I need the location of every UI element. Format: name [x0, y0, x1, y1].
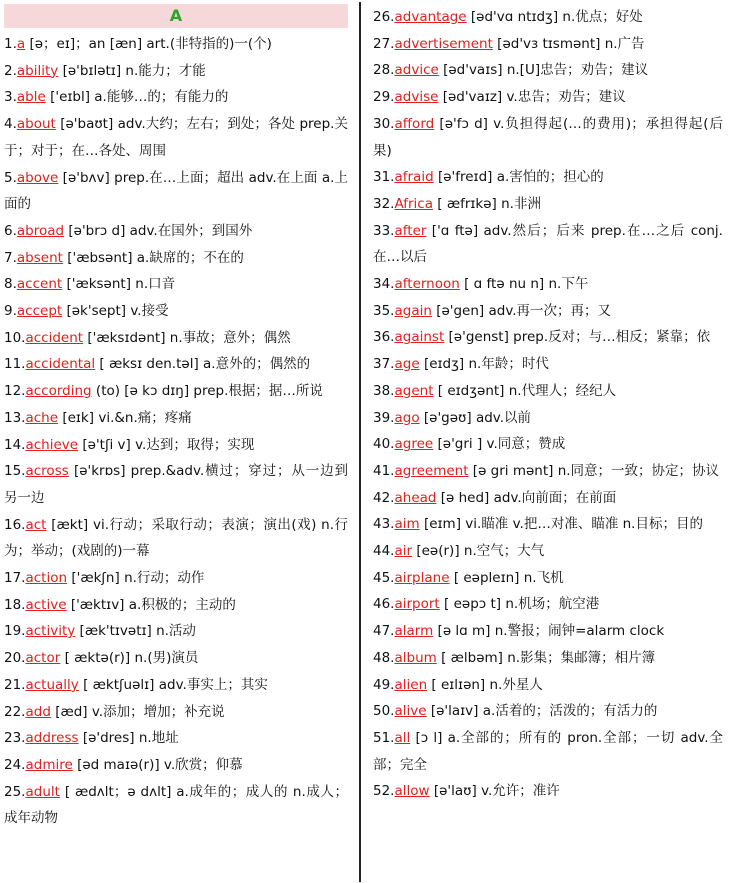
vocab-entry [373, 84, 723, 111]
entry-phonetic: [ ædʌlt；ə dʌlt] [64, 783, 172, 800]
entry-phonetic: [ə'krɒs] [73, 463, 126, 480]
entry-phonetic: [ækt] [51, 516, 89, 533]
entry-number: 16. [4, 516, 26, 533]
entry-phonetic: [ æfrɪkə] [437, 195, 497, 212]
entry-definition: n.下午 [548, 276, 589, 293]
entry-phonetic: ['æksɪdənt] [87, 329, 166, 346]
entry-word[interactable]: act [25, 516, 47, 533]
entry-word[interactable]: again [394, 302, 432, 319]
vocab-entry [373, 565, 723, 592]
entry-number: 52. [373, 783, 395, 800]
vocab-entry [373, 57, 723, 84]
entry-word[interactable]: airport [394, 596, 440, 613]
entry-phonetic: ['æktɪv] [70, 596, 125, 613]
entry-definition: adv.向前面；在前面 [493, 489, 617, 506]
entry-definition: n.能力；才能 [125, 62, 206, 79]
vocab-entry [373, 431, 723, 458]
entry-word[interactable]: age [394, 356, 420, 373]
vocab-entry [4, 458, 348, 511]
entry-definition: v.欣赏；仰慕 [163, 756, 243, 773]
vocab-entry [4, 111, 348, 164]
entry-definition: v.同意；赞成 [486, 436, 566, 453]
entry-word[interactable]: across [25, 463, 69, 480]
entry-definition: n.空气；大气 [463, 543, 545, 560]
entry-definition: n.事故；意外；偶然 [169, 329, 291, 346]
entry-word[interactable]: achieve [25, 436, 79, 453]
vocab-entry [4, 779, 348, 832]
entry-phonetic: [ə'gri ] [437, 436, 483, 453]
vocab-entry [4, 271, 348, 298]
vocab-entry [373, 645, 723, 672]
entry-definition: prep.根据；据…所说 [193, 383, 323, 400]
entry-definition: vi.行动；采取行动；表演；演出(戏) n.行为；举动；(戏剧的)一幕 [4, 516, 348, 560]
entry-number: 37. [373, 356, 395, 373]
entry-word[interactable]: accident [25, 329, 84, 346]
entry-number: 46. [373, 596, 395, 613]
entry-phonetic: [ə'fɔ d] [439, 115, 488, 132]
vocab-entry [373, 485, 723, 512]
entry-definition: prep.&adv.横过；穿过；从一边到另一边 [4, 463, 348, 506]
section-header: A [4, 4, 348, 28]
entry-definition: a.积极的；主动的 [128, 596, 236, 613]
entry-definition: v.负担得起(…的费用)；承担得起(后果) [373, 115, 723, 159]
entry-phonetic: [ eəpɔ t] [444, 596, 502, 613]
vocab-entry [373, 405, 723, 432]
entry-word[interactable]: a [16, 36, 26, 52]
entry-definition: a.害怕的；担心的 [496, 169, 604, 186]
entry-word[interactable]: accidental [25, 356, 96, 373]
entry-number: 27. [373, 35, 395, 52]
vocab-entry [4, 351, 348, 378]
entry-number: 33. [373, 222, 395, 239]
entry-definition: a.意外的；偶然的 [203, 356, 311, 373]
entry-number: 24. [4, 756, 26, 773]
entry-definition: n.机场；航空港 [505, 596, 600, 613]
entry-word[interactable]: adult [25, 783, 60, 800]
vocab-entry [4, 618, 348, 645]
entry-phonetic: [eɪk] [62, 409, 95, 426]
entry-phonetic: [ə'bʌv] [62, 169, 110, 186]
vocab-entry [4, 298, 348, 325]
entry-word[interactable]: accept [16, 303, 63, 320]
entry-definition: a.活着的；活泼的；有活力的 [482, 703, 658, 720]
entry-number: 2. [4, 62, 17, 79]
entry-number: 3. [4, 89, 17, 106]
entry-word[interactable]: afraid [394, 169, 434, 186]
entry-definition: a.全部的；所有的 pron.全部；一切 adv.全部；完全 [373, 729, 723, 773]
entry-word[interactable]: agent [394, 382, 434, 399]
entry-number: 17. [4, 570, 26, 587]
entry-number: 36. [373, 329, 395, 346]
entry-number: 6. [4, 222, 17, 239]
vocab-entry [373, 672, 723, 699]
entry-definition: adv.事实上；其实 [158, 676, 268, 693]
entry-phonetic: [ æktʃuəlɪ] [83, 676, 155, 693]
entry-definition: n.[U]忠告；劝告；建议 [506, 62, 649, 79]
vocab-entry [373, 324, 723, 351]
entry-number: 28. [373, 62, 395, 79]
entry-phonetic: [əd'vɑ ntɪdʒ] [470, 9, 559, 25]
entry-phonetic: [ə'gen] [436, 302, 485, 319]
entry-phonetic: [ə'gəʊ] [423, 409, 472, 426]
entry-word[interactable]: album [394, 649, 437, 666]
vocab-entry [4, 565, 348, 592]
entry-word[interactable]: airplane [394, 569, 450, 586]
entry-phonetic: [ə lɑ m] [437, 623, 491, 640]
entry-phonetic: [eə(r)] [416, 543, 460, 560]
vocab-entry [373, 778, 723, 805]
vocab-entry [373, 218, 723, 271]
entry-word[interactable]: afford [394, 115, 435, 132]
entry-phonetic: [əd'vaɪz] [442, 89, 503, 106]
entry-phonetic: [əd'vaɪs] [443, 62, 503, 79]
vocab-entry [4, 84, 348, 111]
entry-phonetic: ['æksənt] [66, 276, 131, 293]
entry-phonetic: [ eɪdʒənt] [437, 382, 505, 399]
entry-number: 38. [373, 382, 395, 399]
entry-word[interactable]: according [25, 383, 92, 400]
entry-number: 10. [4, 329, 26, 346]
entry-number: 41. [373, 462, 395, 479]
entry-number: 42. [373, 489, 395, 506]
entry-definition: n.(男)演员 [134, 650, 199, 667]
entry-phonetic: [ ɑ ftə nu n] [464, 276, 545, 293]
entry-number: 44. [373, 543, 395, 560]
vocab-entry [4, 218, 348, 245]
entry-phonetic: [ə'laʊ] [433, 783, 477, 800]
entry-word[interactable]: ache [25, 409, 59, 426]
entry-number: 49. [373, 676, 395, 693]
vocab-entry [373, 698, 723, 725]
entry-word[interactable]: above [16, 169, 59, 186]
vocab-entry [373, 591, 723, 618]
entry-word[interactable]: alive [394, 703, 427, 720]
entry-definition: n.地址 [138, 730, 179, 747]
entry-phonetic: ['ɑ ftə] [431, 222, 479, 239]
entry-number: 9. [4, 303, 17, 320]
entry-word[interactable]: advice [394, 62, 439, 79]
vocab-entry [373, 351, 723, 378]
entry-word[interactable]: accent [16, 276, 63, 293]
entry-definition: n.活动 [156, 623, 196, 640]
entry-number: 32. [373, 195, 395, 212]
entry-definition: adv.大约；左右；到处；各处 prep.关于；对于；在…各处、周围 [4, 116, 349, 159]
entry-definition: vi.&n.痛；疼痛 [98, 409, 192, 426]
entry-word[interactable]: address [25, 730, 79, 747]
entry-number: 29. [373, 89, 395, 106]
entry-word[interactable]: after [394, 222, 427, 239]
entry-phonetic: [ə hed] [440, 489, 490, 506]
entry-phonetic: [ə'baʊt] [60, 116, 114, 133]
entry-word[interactable]: absent [16, 249, 63, 266]
vocab-entry [4, 165, 348, 218]
entry-number: 18. [4, 596, 26, 613]
entry-word[interactable]: agree [394, 436, 434, 453]
entry-word[interactable]: ahead [394, 489, 437, 506]
vocab-entry [4, 378, 348, 405]
entry-definition: v.接受 [130, 303, 169, 320]
entry-word[interactable]: allow [394, 783, 430, 800]
entry-number: 20. [4, 650, 26, 667]
entry-phonetic: [əd'vɜ tɪsmənt] [497, 35, 601, 52]
entry-word[interactable]: actor [25, 650, 61, 667]
entry-definition: v.允许；准许 [481, 783, 560, 800]
entry-number: 14. [4, 436, 26, 453]
vocab-entry [373, 4, 723, 31]
entry-number: 51. [373, 729, 395, 746]
entry-word[interactable]: alarm [394, 623, 434, 640]
entry-word[interactable]: afternoon [394, 276, 460, 293]
entry-number: 8. [4, 276, 17, 293]
entry-word[interactable]: agreement [394, 462, 469, 479]
entry-number: 39. [373, 409, 395, 426]
vocab-entry [373, 298, 723, 325]
entry-definition: prep.反对；与…相反；紧靠；依 [513, 329, 711, 346]
entry-definition: n.年龄；时代 [468, 356, 549, 373]
entry-phonetic: [ eəpleɪn] [453, 569, 520, 586]
entry-phonetic: [eɪm] [423, 516, 461, 533]
entry-word[interactable]: aim [394, 516, 420, 533]
entry-phonetic: ['æbsənt] [67, 249, 133, 266]
vocab-entry [4, 672, 348, 699]
entry-definition: a.成年的；成人的 n.成人；成年动物 [4, 783, 349, 827]
entry-number: 22. [4, 703, 26, 720]
vocab-entry [373, 378, 723, 405]
entry-word[interactable]: air [394, 543, 413, 560]
entry-word[interactable]: actually [25, 676, 79, 693]
vocab-entry [373, 31, 723, 58]
vocab-entry [4, 31, 348, 58]
entry-word[interactable]: abroad [16, 222, 65, 239]
vocab-entry [373, 618, 723, 645]
entry-phonetic: ['eɪbl] [50, 89, 90, 106]
entry-number: 23. [4, 730, 26, 747]
vocab-entry [4, 325, 348, 352]
entry-phonetic: [ æksɪ den.təl] [99, 356, 199, 373]
entry-definition: n.行动；动作 [124, 570, 205, 587]
entry-phonetic: [ə'freɪd] [437, 169, 493, 186]
entry-number: 15. [4, 463, 26, 480]
entry-phonetic: [ə'dres] [82, 730, 135, 747]
vocab-entry [373, 111, 723, 164]
vocab-entry [373, 191, 723, 218]
vocab-entry [373, 538, 723, 565]
entry-definition: n.影集；集邮簿；相片簿 [507, 649, 656, 666]
entry-word[interactable]: add [25, 703, 51, 720]
vocab-entry [373, 271, 723, 298]
entry-definition: n.飞机 [523, 569, 564, 586]
entry-word[interactable]: advise [394, 89, 439, 106]
vocab-entry [373, 164, 723, 191]
entry-definition: n.警报；闹钟=alarm clock [494, 623, 665, 640]
vocab-entry [373, 458, 723, 485]
entry-word[interactable]: ability [16, 62, 59, 79]
entry-definition: v.达到；取得；实现 [135, 436, 255, 453]
entry-definition: v.忠告；劝告；建议 [506, 89, 626, 106]
left-entry-list [4, 31, 348, 832]
entry-number: 34. [373, 276, 395, 293]
entry-number: 1. [4, 36, 17, 52]
entry-phonetic: [ə'genst] [448, 329, 509, 346]
entry-number: 26. [373, 9, 395, 25]
entry-number: 50. [373, 703, 395, 720]
entry-definition: a.能够…的；有能力的 [94, 89, 229, 106]
entry-definition: adv.以前 [475, 409, 532, 426]
entry-number: 47. [373, 623, 395, 640]
entry-phonetic: [ək'sept] [66, 303, 127, 320]
entry-number: 11. [4, 356, 26, 373]
entry-definition: n.外星人 [489, 676, 543, 693]
entry-number: 35. [373, 302, 395, 319]
vocab-entry [4, 725, 348, 752]
entry-word[interactable]: advantage [394, 9, 467, 25]
vocab-entry [4, 512, 348, 565]
entry-definition: art.(非特指的)一(个) [146, 36, 272, 52]
vocab-entry [373, 511, 723, 538]
entry-definition: adv.再一次；再；又 [488, 302, 612, 319]
vocab-entry [4, 699, 348, 726]
entry-phonetic: [ə'bɪlətɪ] [62, 62, 122, 79]
entry-number: 40. [373, 436, 395, 453]
entry-phonetic: [ æktə(r)] [64, 650, 131, 667]
vocab-entry [4, 245, 348, 272]
entry-phonetic: [eɪdʒ] [423, 356, 465, 373]
entry-phonetic: [ə'tʃi v] [82, 436, 131, 453]
entry-phonetic: [æd] [55, 703, 88, 720]
right-column [373, 4, 723, 805]
entry-number: 25. [4, 783, 26, 800]
entry-definition: n.代理人；经纪人 [508, 382, 617, 399]
entry-word[interactable]: about [16, 116, 56, 133]
entry-phonetic: (to) [ə kɔ dɪŋ] [95, 383, 190, 400]
entry-word[interactable]: able [16, 89, 46, 106]
column-divider [359, 2, 361, 882]
entry-word[interactable]: against [394, 329, 445, 346]
entry-phonetic: [ eɪlɪən] [431, 676, 486, 693]
entry-phonetic: [ə；eɪ]；an [æn] [29, 36, 143, 52]
entry-phonetic: [ɔ l] [415, 729, 443, 746]
entry-definition: vi.瞄准 v.把…对准、瞄准 n.目标；目的 [465, 516, 703, 533]
entry-phonetic: [ə gri mənt] [472, 462, 554, 479]
entry-definition: v.添加；增加；补充说 [91, 703, 225, 720]
entry-phonetic: [ə'brɔ d] [68, 222, 126, 239]
vocab-entry [4, 645, 348, 672]
entry-number: 21. [4, 676, 26, 693]
vocab-entry [4, 405, 348, 432]
entry-number: 19. [4, 623, 26, 640]
entry-definition: adv.然后；后来 prep.在…之后 conj.在…以后 [373, 222, 723, 266]
entry-word[interactable]: ago [394, 409, 420, 426]
entry-number: 45. [373, 569, 395, 586]
entry-definition: n.非洲 [501, 195, 541, 212]
entry-number: 5. [4, 169, 17, 186]
entry-definition: n.口音 [135, 276, 176, 293]
entry-definition: n.广告 [604, 35, 645, 52]
entry-word[interactable]: Africa [394, 195, 433, 212]
entry-word[interactable]: advertisement [394, 35, 493, 52]
entry-number: 31. [373, 169, 395, 186]
entry-phonetic: [æk'tɪvətɪ] [79, 623, 152, 640]
left-column [4, 4, 348, 832]
entry-phonetic: [əd maɪə(r)] [77, 756, 160, 773]
entry-word[interactable]: active [25, 596, 67, 613]
entry-definition: n.同意；一致；协定；协议 [557, 462, 720, 479]
right-entry-list [373, 4, 723, 805]
entry-number: 13. [4, 409, 26, 426]
entry-word[interactable]: all [394, 729, 411, 746]
entry-number: 48. [373, 649, 395, 666]
entry-definition: a.缺席的；不在的 [136, 249, 244, 266]
entry-word[interactable]: alien [394, 676, 428, 693]
entry-definition: adv.在国外；到国外 [129, 222, 253, 239]
entry-number: 30. [373, 115, 395, 132]
vocab-entry [4, 592, 348, 619]
entry-word[interactable]: action [25, 570, 68, 587]
entry-definition: n.优点；好处 [562, 9, 643, 25]
entry-phonetic: [ ælbəm] [441, 649, 503, 666]
entry-number: 7. [4, 249, 17, 266]
entry-definition: prep.在…上面；超出 adv.在上面 a.上面的 [4, 169, 348, 213]
vocab-entry [4, 752, 348, 779]
vocab-entry [4, 58, 348, 85]
entry-number: 43. [373, 516, 395, 533]
entry-phonetic: [ə'laɪv] [430, 703, 479, 720]
vocab-entry [4, 432, 348, 459]
entry-number: 4. [4, 116, 17, 133]
vocab-entry [373, 725, 723, 778]
entry-phonetic: ['ækʃn] [71, 570, 120, 587]
entry-number: 12. [4, 383, 26, 400]
entry-word[interactable]: activity [25, 623, 76, 640]
entry-word[interactable]: admire [25, 756, 73, 773]
